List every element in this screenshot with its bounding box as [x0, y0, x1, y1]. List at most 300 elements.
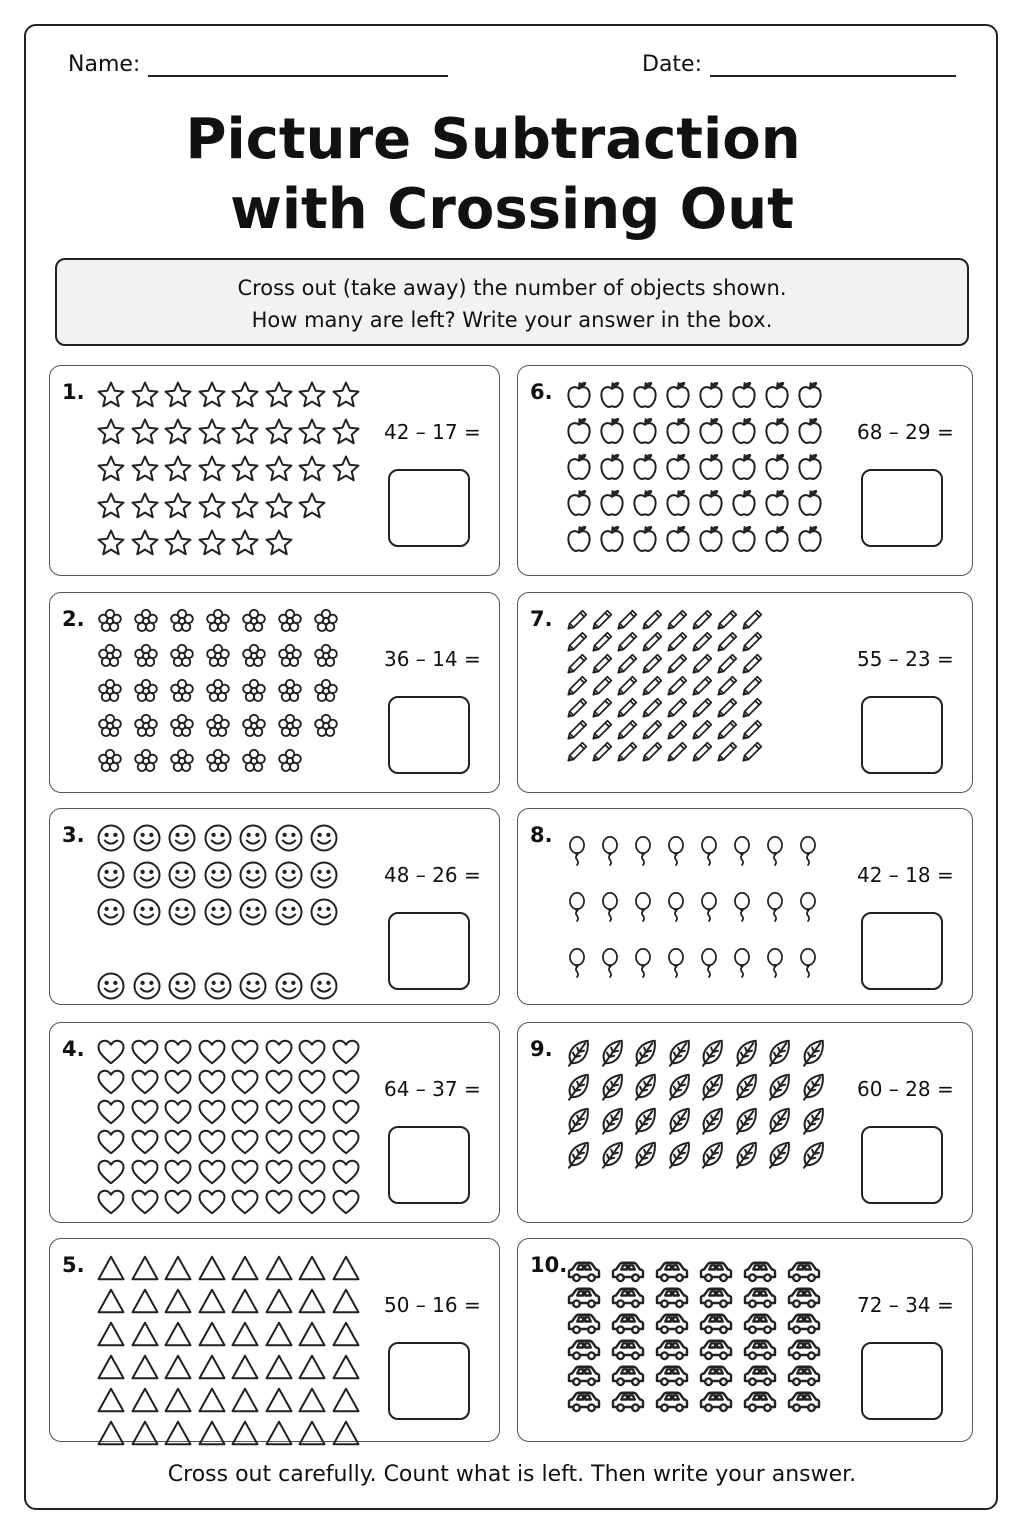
heart-icon[interactable] — [96, 1037, 126, 1067]
leaf-icon[interactable] — [799, 1037, 829, 1067]
flower-icon[interactable] — [132, 712, 160, 740]
flower-icon[interactable] — [132, 747, 160, 775]
star-icon[interactable] — [163, 417, 193, 447]
balloon-icon[interactable] — [762, 879, 788, 935]
leaf-icon[interactable] — [732, 1105, 762, 1135]
flower-icon[interactable] — [276, 642, 304, 670]
star-icon[interactable] — [230, 380, 260, 410]
apple-icon[interactable] — [795, 452, 825, 482]
answer-box[interactable] — [388, 1126, 470, 1204]
triangle-icon[interactable] — [96, 1418, 126, 1448]
heart-icon[interactable] — [163, 1067, 193, 1097]
smiley-icon[interactable] — [274, 823, 304, 853]
star-icon[interactable] — [163, 528, 193, 558]
star-icon[interactable] — [264, 528, 294, 558]
flower-icon[interactable] — [168, 747, 196, 775]
heart-icon[interactable] — [130, 1097, 160, 1127]
flower-icon[interactable] — [96, 607, 124, 635]
smiley-icon[interactable] — [96, 971, 126, 1001]
triangle-icon[interactable] — [130, 1253, 160, 1283]
apple-icon[interactable] — [663, 524, 693, 554]
apple-icon[interactable] — [663, 452, 693, 482]
answer-box[interactable] — [861, 469, 943, 547]
answer-box[interactable] — [861, 912, 943, 990]
heart-icon[interactable] — [163, 1127, 193, 1157]
heart-icon[interactable] — [197, 1187, 227, 1217]
heart-icon[interactable] — [331, 1127, 361, 1157]
flower-icon[interactable] — [312, 607, 340, 635]
flower-icon[interactable] — [204, 747, 232, 775]
apple-icon[interactable] — [597, 524, 627, 554]
heart-icon[interactable] — [264, 1097, 294, 1127]
pencil-icon[interactable] — [714, 739, 740, 765]
heart-icon[interactable] — [230, 1157, 260, 1187]
flower-icon[interactable] — [168, 642, 196, 670]
triangle-icon[interactable] — [96, 1385, 126, 1415]
flower-icon[interactable] — [276, 747, 304, 775]
smiley-icon[interactable] — [274, 860, 304, 890]
triangle-icon[interactable] — [163, 1385, 193, 1415]
heart-icon[interactable] — [264, 1037, 294, 1067]
heart-icon[interactable] — [96, 1187, 126, 1217]
triangle-icon[interactable] — [331, 1418, 361, 1448]
balloon-icon[interactable] — [663, 879, 689, 935]
flower-icon[interactable] — [132, 677, 160, 705]
flower-icon[interactable] — [96, 712, 124, 740]
apple-icon[interactable] — [564, 452, 594, 482]
balloon-icon[interactable] — [729, 823, 755, 879]
star-icon[interactable] — [130, 491, 160, 521]
leaf-icon[interactable] — [698, 1037, 728, 1067]
smiley-icon[interactable] — [167, 971, 197, 1001]
smiley-icon[interactable] — [309, 971, 339, 1001]
flower-icon[interactable] — [168, 607, 196, 635]
heart-icon[interactable] — [230, 1037, 260, 1067]
pencil-icon[interactable] — [639, 739, 665, 765]
heart-icon[interactable] — [197, 1037, 227, 1067]
answer-box[interactable] — [388, 696, 470, 774]
heart-icon[interactable] — [197, 1157, 227, 1187]
heart-icon[interactable] — [230, 1187, 260, 1217]
balloon-icon[interactable] — [630, 879, 656, 935]
balloon-icon[interactable] — [597, 823, 623, 879]
answer-box[interactable] — [388, 469, 470, 547]
date-field[interactable] — [710, 75, 956, 77]
apple-icon[interactable] — [696, 452, 726, 482]
heart-icon[interactable] — [230, 1097, 260, 1127]
triangle-icon[interactable] — [297, 1418, 327, 1448]
heart-icon[interactable] — [130, 1127, 160, 1157]
smiley-icon[interactable] — [167, 860, 197, 890]
leaf-icon[interactable] — [631, 1105, 661, 1135]
triangle-icon[interactable] — [163, 1253, 193, 1283]
car-icon[interactable] — [740, 1383, 780, 1419]
smiley-icon[interactable] — [203, 823, 233, 853]
heart-icon[interactable] — [96, 1097, 126, 1127]
heart-icon[interactable] — [297, 1187, 327, 1217]
pencil-icon[interactable] — [589, 739, 615, 765]
leaf-icon[interactable] — [799, 1105, 829, 1135]
triangle-icon[interactable] — [264, 1352, 294, 1382]
heart-icon[interactable] — [297, 1037, 327, 1067]
smiley-icon[interactable] — [309, 860, 339, 890]
balloon-icon[interactable] — [696, 879, 722, 935]
leaf-icon[interactable] — [698, 1139, 728, 1169]
car-icon[interactable] — [564, 1383, 604, 1419]
apple-icon[interactable] — [762, 452, 792, 482]
car-icon[interactable] — [652, 1383, 692, 1419]
balloon-icon[interactable] — [795, 935, 821, 991]
smiley-icon[interactable] — [167, 897, 197, 927]
heart-icon[interactable] — [331, 1037, 361, 1067]
star-icon[interactable] — [264, 454, 294, 484]
triangle-icon[interactable] — [197, 1286, 227, 1316]
triangle-icon[interactable] — [130, 1352, 160, 1382]
leaf-icon[interactable] — [564, 1071, 594, 1101]
smiley-icon[interactable] — [238, 971, 268, 1001]
smiley-icon[interactable] — [96, 897, 126, 927]
name-field[interactable] — [148, 75, 448, 77]
balloon-icon[interactable] — [729, 935, 755, 991]
triangle-icon[interactable] — [130, 1385, 160, 1415]
heart-icon[interactable] — [264, 1127, 294, 1157]
triangle-icon[interactable] — [230, 1418, 260, 1448]
heart-icon[interactable] — [96, 1127, 126, 1157]
heart-icon[interactable] — [264, 1187, 294, 1217]
triangle-icon[interactable] — [197, 1418, 227, 1448]
pencil-icon[interactable] — [689, 739, 715, 765]
answer-box[interactable] — [388, 912, 470, 990]
apple-icon[interactable] — [630, 380, 660, 410]
answer-box[interactable] — [861, 1126, 943, 1204]
balloon-icon[interactable] — [762, 823, 788, 879]
leaf-icon[interactable] — [564, 1037, 594, 1067]
smiley-icon[interactable] — [203, 897, 233, 927]
heart-icon[interactable] — [331, 1067, 361, 1097]
apple-icon[interactable] — [696, 524, 726, 554]
apple-icon[interactable] — [762, 380, 792, 410]
flower-icon[interactable] — [312, 642, 340, 670]
smiley-icon[interactable] — [238, 897, 268, 927]
car-icon[interactable] — [696, 1383, 736, 1419]
leaf-icon[interactable] — [765, 1139, 795, 1169]
apple-icon[interactable] — [630, 524, 660, 554]
heart-icon[interactable] — [163, 1157, 193, 1187]
leaf-icon[interactable] — [631, 1139, 661, 1169]
smiley-icon[interactable] — [132, 971, 162, 1001]
star-icon[interactable] — [264, 491, 294, 521]
balloon-icon[interactable] — [630, 823, 656, 879]
smiley-icon[interactable] — [309, 897, 339, 927]
flower-icon[interactable] — [96, 677, 124, 705]
apple-icon[interactable] — [564, 416, 594, 446]
balloon-icon[interactable] — [630, 935, 656, 991]
smiley-icon[interactable] — [274, 897, 304, 927]
balloon-icon[interactable] — [597, 879, 623, 935]
smiley-icon[interactable] — [96, 860, 126, 890]
triangle-icon[interactable] — [331, 1253, 361, 1283]
triangle-icon[interactable] — [264, 1286, 294, 1316]
star-icon[interactable] — [96, 380, 126, 410]
apple-icon[interactable] — [729, 524, 759, 554]
smiley-icon[interactable] — [132, 823, 162, 853]
heart-icon[interactable] — [264, 1157, 294, 1187]
triangle-icon[interactable] — [264, 1319, 294, 1349]
apple-icon[interactable] — [762, 524, 792, 554]
apple-icon[interactable] — [729, 488, 759, 518]
triangle-icon[interactable] — [130, 1418, 160, 1448]
leaf-icon[interactable] — [732, 1071, 762, 1101]
triangle-icon[interactable] — [297, 1286, 327, 1316]
apple-icon[interactable] — [564, 524, 594, 554]
pencil-icon[interactable] — [739, 739, 765, 765]
heart-icon[interactable] — [130, 1187, 160, 1217]
triangle-icon[interactable] — [297, 1319, 327, 1349]
smiley-icon[interactable] — [132, 897, 162, 927]
star-icon[interactable] — [331, 417, 361, 447]
triangle-icon[interactable] — [197, 1385, 227, 1415]
star-icon[interactable] — [163, 454, 193, 484]
star-icon[interactable] — [197, 528, 227, 558]
heart-icon[interactable] — [163, 1037, 193, 1067]
star-icon[interactable] — [297, 491, 327, 521]
smiley-icon[interactable] — [238, 823, 268, 853]
apple-icon[interactable] — [729, 452, 759, 482]
star-icon[interactable] — [130, 417, 160, 447]
flower-icon[interactable] — [240, 677, 268, 705]
flower-icon[interactable] — [204, 712, 232, 740]
heart-icon[interactable] — [197, 1067, 227, 1097]
leaf-icon[interactable] — [665, 1139, 695, 1169]
leaf-icon[interactable] — [665, 1037, 695, 1067]
star-icon[interactable] — [264, 417, 294, 447]
leaf-icon[interactable] — [631, 1071, 661, 1101]
heart-icon[interactable] — [264, 1067, 294, 1097]
leaf-icon[interactable] — [698, 1105, 728, 1135]
triangle-icon[interactable] — [96, 1319, 126, 1349]
star-icon[interactable] — [130, 528, 160, 558]
car-icon[interactable] — [608, 1383, 648, 1419]
balloon-icon[interactable] — [696, 823, 722, 879]
leaf-icon[interactable] — [732, 1139, 762, 1169]
apple-icon[interactable] — [597, 452, 627, 482]
balloon-icon[interactable] — [597, 935, 623, 991]
balloon-icon[interactable] — [564, 879, 590, 935]
triangle-icon[interactable] — [230, 1286, 260, 1316]
apple-icon[interactable] — [597, 416, 627, 446]
leaf-icon[interactable] — [665, 1105, 695, 1135]
apple-icon[interactable] — [663, 416, 693, 446]
triangle-icon[interactable] — [130, 1286, 160, 1316]
pencil-icon[interactable] — [664, 739, 690, 765]
star-icon[interactable] — [230, 417, 260, 447]
triangle-icon[interactable] — [297, 1385, 327, 1415]
apple-icon[interactable] — [630, 416, 660, 446]
smiley-icon[interactable] — [203, 860, 233, 890]
star-icon[interactable] — [197, 417, 227, 447]
flower-icon[interactable] — [276, 677, 304, 705]
apple-icon[interactable] — [663, 380, 693, 410]
leaf-icon[interactable] — [598, 1105, 628, 1135]
triangle-icon[interactable] — [331, 1319, 361, 1349]
leaf-icon[interactable] — [598, 1071, 628, 1101]
triangle-icon[interactable] — [230, 1352, 260, 1382]
leaf-icon[interactable] — [765, 1105, 795, 1135]
heart-icon[interactable] — [197, 1097, 227, 1127]
smiley-icon[interactable] — [238, 860, 268, 890]
flower-icon[interactable] — [96, 747, 124, 775]
flower-icon[interactable] — [240, 607, 268, 635]
leaf-icon[interactable] — [799, 1071, 829, 1101]
triangle-icon[interactable] — [163, 1352, 193, 1382]
leaf-icon[interactable] — [665, 1071, 695, 1101]
triangle-icon[interactable] — [230, 1385, 260, 1415]
leaf-icon[interactable] — [598, 1037, 628, 1067]
pencil-icon[interactable] — [564, 739, 590, 765]
apple-icon[interactable] — [630, 452, 660, 482]
triangle-icon[interactable] — [264, 1253, 294, 1283]
triangle-icon[interactable] — [264, 1418, 294, 1448]
apple-icon[interactable] — [696, 416, 726, 446]
triangle-icon[interactable] — [96, 1352, 126, 1382]
heart-icon[interactable] — [96, 1157, 126, 1187]
apple-icon[interactable] — [795, 488, 825, 518]
flower-icon[interactable] — [204, 642, 232, 670]
balloon-icon[interactable] — [729, 879, 755, 935]
star-icon[interactable] — [264, 380, 294, 410]
heart-icon[interactable] — [163, 1097, 193, 1127]
flower-icon[interactable] — [204, 677, 232, 705]
flower-icon[interactable] — [168, 712, 196, 740]
triangle-icon[interactable] — [96, 1286, 126, 1316]
balloon-icon[interactable] — [663, 823, 689, 879]
star-icon[interactable] — [96, 528, 126, 558]
heart-icon[interactable] — [130, 1037, 160, 1067]
triangle-icon[interactable] — [297, 1253, 327, 1283]
heart-icon[interactable] — [297, 1067, 327, 1097]
apple-icon[interactable] — [696, 380, 726, 410]
flower-icon[interactable] — [168, 677, 196, 705]
heart-icon[interactable] — [297, 1127, 327, 1157]
apple-icon[interactable] — [729, 416, 759, 446]
answer-box[interactable] — [861, 1342, 943, 1420]
leaf-icon[interactable] — [765, 1071, 795, 1101]
triangle-icon[interactable] — [163, 1286, 193, 1316]
balloon-icon[interactable] — [564, 935, 590, 991]
star-icon[interactable] — [331, 454, 361, 484]
flower-icon[interactable] — [96, 642, 124, 670]
triangle-icon[interactable] — [96, 1253, 126, 1283]
star-icon[interactable] — [297, 417, 327, 447]
heart-icon[interactable] — [331, 1157, 361, 1187]
smiley-icon[interactable] — [203, 971, 233, 1001]
heart-icon[interactable] — [197, 1127, 227, 1157]
heart-icon[interactable] — [230, 1067, 260, 1097]
triangle-icon[interactable] — [197, 1319, 227, 1349]
heart-icon[interactable] — [130, 1157, 160, 1187]
star-icon[interactable] — [130, 380, 160, 410]
answer-box[interactable] — [861, 696, 943, 774]
triangle-icon[interactable] — [197, 1352, 227, 1382]
star-icon[interactable] — [96, 417, 126, 447]
smiley-icon[interactable] — [96, 823, 126, 853]
star-icon[interactable] — [197, 380, 227, 410]
balloon-icon[interactable] — [762, 935, 788, 991]
apple-icon[interactable] — [762, 488, 792, 518]
balloon-icon[interactable] — [795, 823, 821, 879]
leaf-icon[interactable] — [799, 1139, 829, 1169]
leaf-icon[interactable] — [732, 1037, 762, 1067]
triangle-icon[interactable] — [264, 1385, 294, 1415]
star-icon[interactable] — [197, 491, 227, 521]
triangle-icon[interactable] — [230, 1253, 260, 1283]
smiley-icon[interactable] — [274, 971, 304, 1001]
smiley-icon[interactable] — [132, 860, 162, 890]
triangle-icon[interactable] — [331, 1352, 361, 1382]
answer-box[interactable] — [388, 1342, 470, 1420]
flower-icon[interactable] — [312, 712, 340, 740]
flower-icon[interactable] — [240, 747, 268, 775]
apple-icon[interactable] — [795, 416, 825, 446]
balloon-icon[interactable] — [696, 935, 722, 991]
star-icon[interactable] — [163, 491, 193, 521]
triangle-icon[interactable] — [163, 1319, 193, 1349]
star-icon[interactable] — [230, 528, 260, 558]
heart-icon[interactable] — [96, 1067, 126, 1097]
apple-icon[interactable] — [597, 488, 627, 518]
balloon-icon[interactable] — [564, 823, 590, 879]
flower-icon[interactable] — [240, 642, 268, 670]
flower-icon[interactable] — [204, 607, 232, 635]
apple-icon[interactable] — [762, 416, 792, 446]
triangle-icon[interactable] — [331, 1286, 361, 1316]
balloon-icon[interactable] — [795, 879, 821, 935]
apple-icon[interactable] — [564, 488, 594, 518]
star-icon[interactable] — [130, 454, 160, 484]
star-icon[interactable] — [96, 454, 126, 484]
apple-icon[interactable] — [663, 488, 693, 518]
triangle-icon[interactable] — [197, 1253, 227, 1283]
apple-icon[interactable] — [597, 380, 627, 410]
heart-icon[interactable] — [230, 1127, 260, 1157]
leaf-icon[interactable] — [598, 1139, 628, 1169]
heart-icon[interactable] — [297, 1097, 327, 1127]
car-icon[interactable] — [784, 1383, 824, 1419]
star-icon[interactable] — [163, 380, 193, 410]
triangle-icon[interactable] — [331, 1385, 361, 1415]
leaf-icon[interactable] — [698, 1071, 728, 1101]
pencil-icon[interactable] — [614, 739, 640, 765]
leaf-icon[interactable] — [765, 1037, 795, 1067]
star-icon[interactable] — [297, 380, 327, 410]
star-icon[interactable] — [230, 454, 260, 484]
balloon-icon[interactable] — [663, 935, 689, 991]
heart-icon[interactable] — [163, 1187, 193, 1217]
apple-icon[interactable] — [696, 488, 726, 518]
flower-icon[interactable] — [132, 642, 160, 670]
heart-icon[interactable] — [297, 1157, 327, 1187]
flower-icon[interactable] — [132, 607, 160, 635]
leaf-icon[interactable] — [631, 1037, 661, 1067]
apple-icon[interactable] — [564, 380, 594, 410]
heart-icon[interactable] — [331, 1097, 361, 1127]
leaf-icon[interactable] — [564, 1105, 594, 1135]
smiley-icon[interactable] — [309, 823, 339, 853]
smiley-icon[interactable] — [167, 823, 197, 853]
apple-icon[interactable] — [630, 488, 660, 518]
heart-icon[interactable] — [130, 1067, 160, 1097]
star-icon[interactable] — [230, 491, 260, 521]
